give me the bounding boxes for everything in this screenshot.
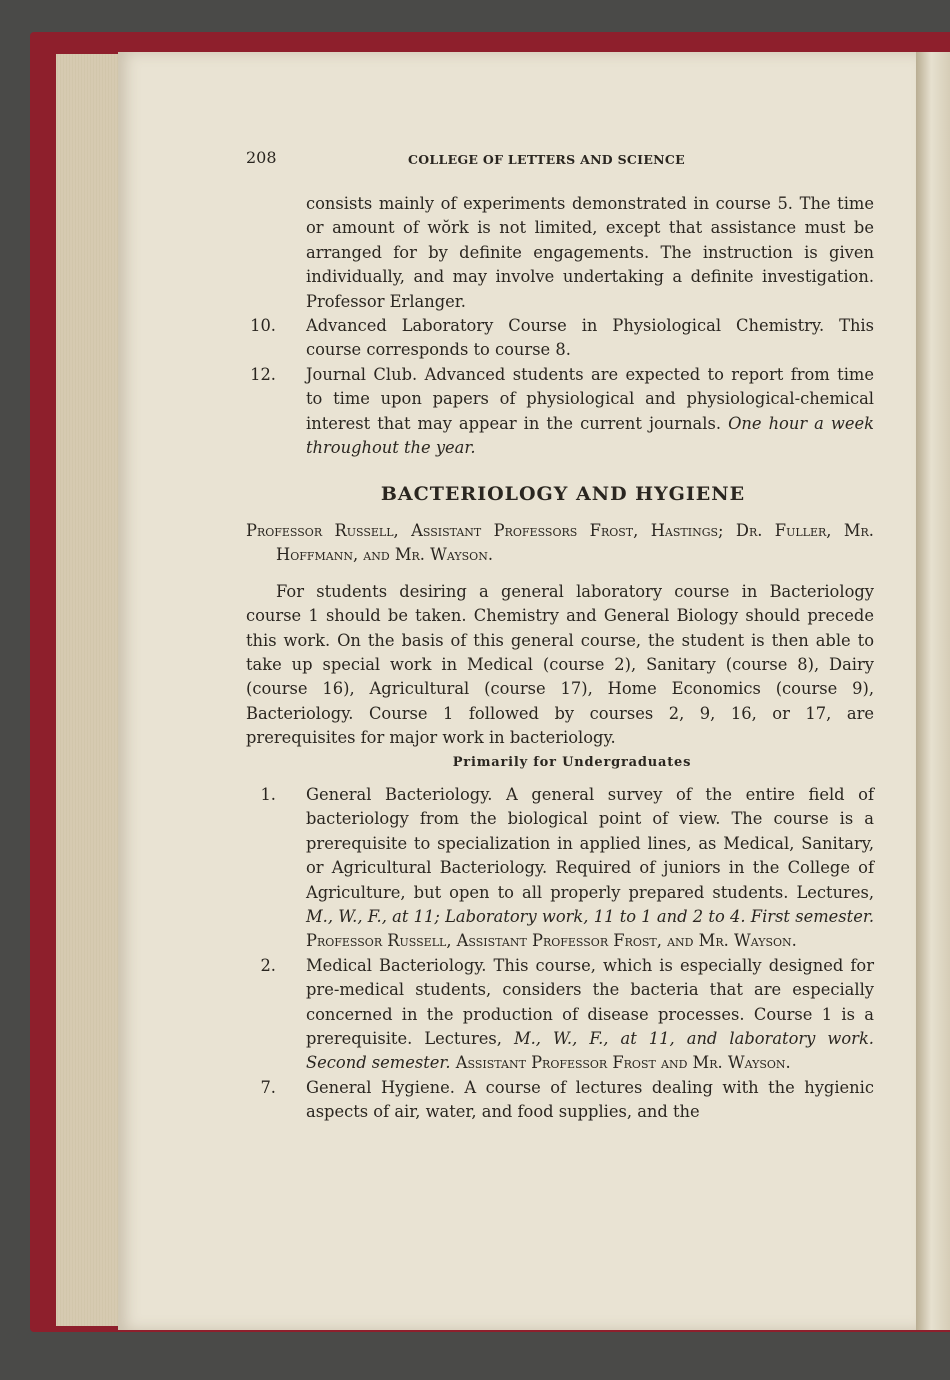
course-12 <box>246 363 874 461</box>
page-text <box>246 146 874 1125</box>
page-number: 208 <box>246 148 277 167</box>
course-7 <box>246 1076 874 1125</box>
course-schedule: M., W., F., at 11; Laboratory work, 11 to 1 and 2 to 4. First semester. <box>306 906 874 926</box>
course-schedule: One hour a week throughout the year. <box>306 413 874 458</box>
page-edges <box>56 54 126 1326</box>
course-1 <box>246 783 874 954</box>
course-2 <box>246 954 874 1076</box>
course-description: Advanced Laboratory Course in Physiological Chemistry. This course corresponds to course 8. <box>306 316 874 360</box>
running-title: COLLEGE OF LETTERS AND SCIENCE <box>408 152 685 167</box>
course-number: 10. <box>250 316 276 336</box>
subheading: Primarily for Undergraduates <box>452 754 692 770</box>
course-staff: Professor Russell, Assistant Professor Frost, and Mr. Wayson. <box>306 931 797 951</box>
course-description: Medical Bacteriology. This course, which is especially designed for pre-medical students, considers the bacteria that are especially concerned in the production of disease processes. Course 1 is a prerequisite. Lectures, <box>306 955 874 1048</box>
course-description: General Hygiene. A course of lectures dealing with the hygienic aspects of air, water, and food supplies, and the <box>306 1077 874 1122</box>
course-number: 7. <box>260 1077 276 1097</box>
faculty-list: Professor Russell, Assistant Professors Frost, Hastings; Dr. Fuller, Mr. Hoffmann, and Mr. Wayson. <box>246 520 874 565</box>
course-description: Journal Club. Advanced students are expected to report from time to time upon papers of physiological and physiological-chemical interest that may appear in the current journals. <box>306 364 874 433</box>
course-staff: Assistant Professor Frost and Mr. Wayson. <box>455 1053 791 1073</box>
course-number: 1. <box>260 784 276 804</box>
course-schedule: M., W., F., at 11, and laboratory work. Second semester. <box>306 1029 874 1073</box>
facing-page-edge <box>916 52 950 1330</box>
course-10 <box>246 314 874 363</box>
continuation-paragraph: consists mainly of experiments demonstrated in course 5. The time or amount of wŏrk is not limited, except that assistance must be arranged for by definite engagements. The instruction is given individually, and may involve undertaking a definite investigation. Professor Erlanger. <box>306 194 874 311</box>
course-number: 12. <box>250 364 276 384</box>
section-title: BACTERIOLOGY AND HYGIENE <box>380 483 746 506</box>
course-number: 2. <box>260 955 276 975</box>
section-intro: For students desiring a general laboratory course in Bacteriology course 1 should be taken. Chemistry and General Biology should precede this work. On the basis of this general course, the student is then able to take up special work in Medical (course 2), Sanitary (course 8), Dairy (course 16), Agricultural (course 17), Home Economics (course 9), Bacteriology. Course 1 followed by courses 2, 9, 16, or 17, are prerequisites for major work in bacteriology. <box>246 581 874 748</box>
running-head <box>246 146 874 170</box>
course-description: General Bacteriology. A general survey of the entire field of bacteriology from the biological point of view. The course is a prerequisite to specialization in applied lines, as Medical, Sanitary, or Agricultural Bacteriology. Required of juniors in the College of Agriculture, but open to all properly prepared students. Lectures, <box>306 784 874 902</box>
